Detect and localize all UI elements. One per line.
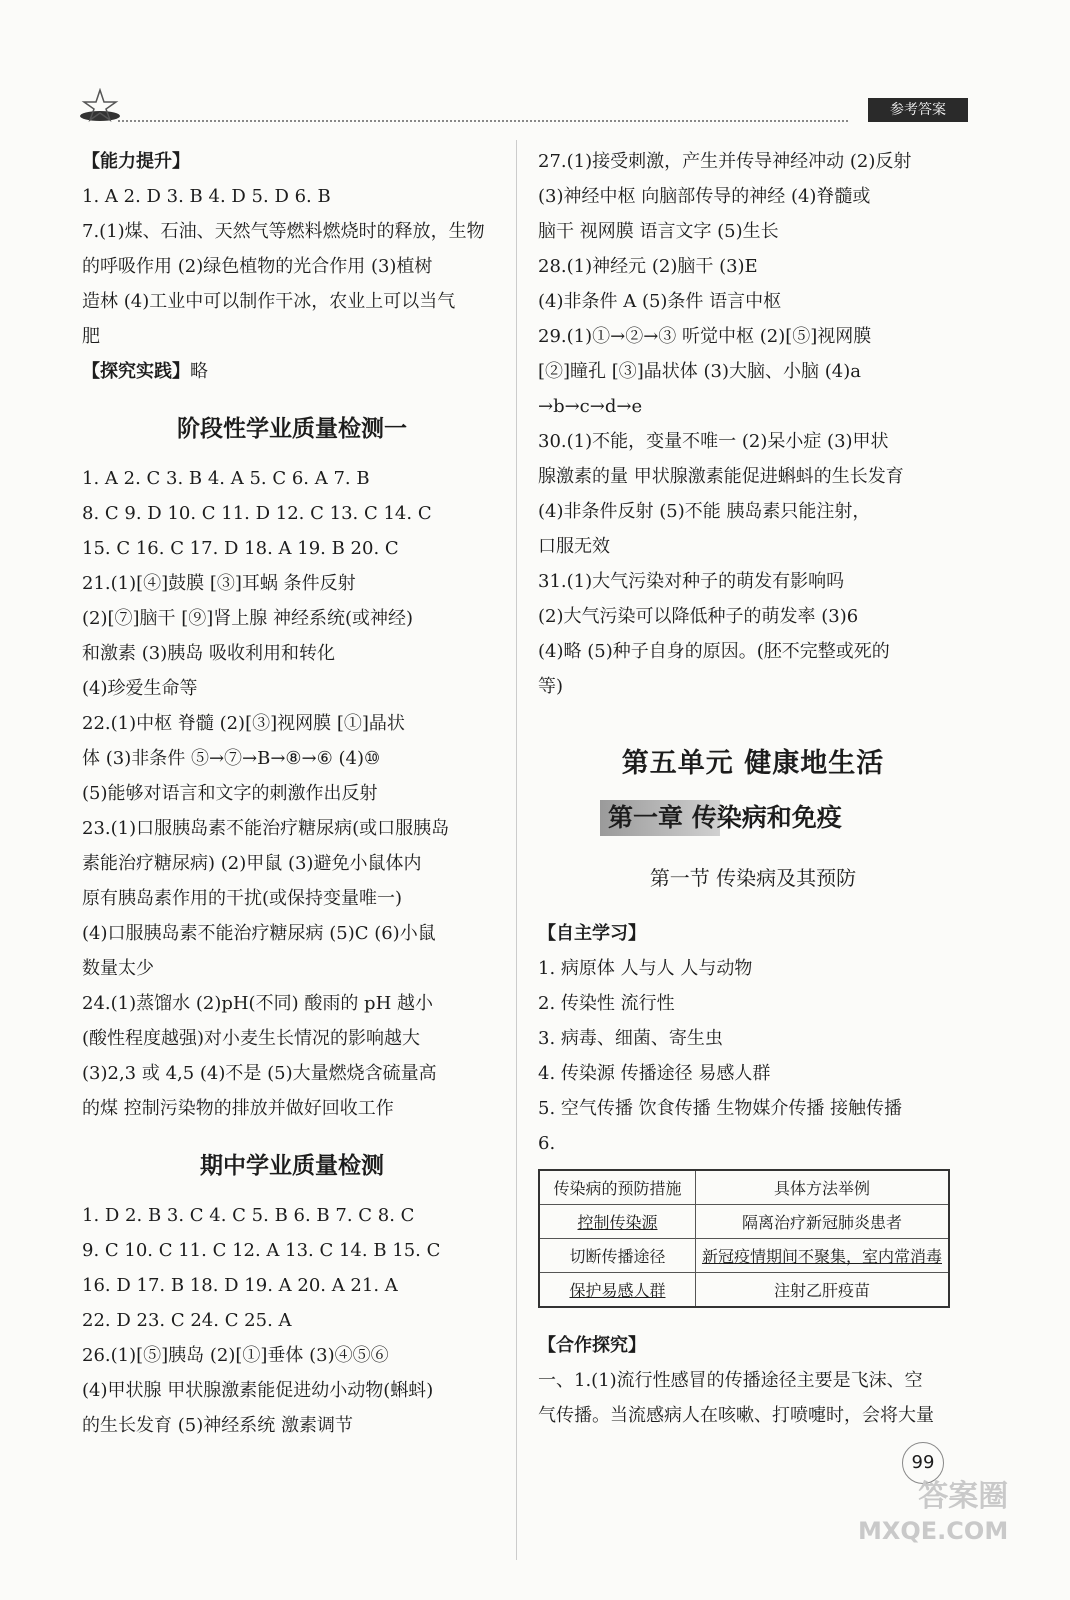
answer-line: 1. A 2. D 3. B 4. D 5. D 6. B (82, 186, 331, 207)
answer-line: 23.(1)口服胰岛素不能治疗糖尿病(或口服胰岛 (82, 818, 450, 839)
watermark-text: 答案圈 (918, 1479, 1009, 1514)
answer-line: 等) (538, 676, 564, 697)
answer-line: 8. C 9. D 10. C 11. D 12. C 13. C 14. C (82, 503, 432, 524)
section-tag-explore: 【探究实践】 (82, 361, 190, 382)
unit-title: 第五单元 健康地生活 (621, 748, 885, 779)
answer-line: 26.(1)[⑤]胰岛 (2)[①]垂体 (3)④⑤⑥ (82, 1345, 389, 1366)
section-title: 第一节 传染病及其预防 (649, 866, 857, 890)
table-row (539, 1205, 949, 1239)
table-row (539, 1273, 949, 1308)
answer-line: (2)大气污染可以降低种子的萌发率 (3)6 (538, 606, 859, 627)
answer-line: 27.(1)接受刺激，产生并传导神经冲动 (2)反射 (538, 151, 912, 172)
answer-line: 2. 传染性 流行性 (538, 993, 675, 1014)
section-tag-ability: 【能力提升】 (82, 151, 190, 172)
answer-line: 22. D 23. C 24. C 25. A (82, 1310, 292, 1331)
answer-line: 5. 空气传播 饮食传播 生物媒介传播 接触传播 (538, 1098, 903, 1119)
answer-line: 21.(1)[④]鼓膜 [③]耳蜗 条件反射 (82, 573, 356, 594)
answer-line: 7.(1)煤、石油、天然气等燃料燃烧时的释放，生物 (82, 221, 485, 242)
answer-line: 24.(1)蒸馏水 (2)pH(不同) 酸雨的 pH 越小 (82, 993, 433, 1014)
answer-line: 肥 (82, 326, 100, 347)
section-tag-cooperation: 【合作探究】 (538, 1335, 646, 1356)
watermark (858, 1480, 1008, 1548)
table-header-cell: 传染病的预防措施 (539, 1170, 695, 1205)
page-header (78, 102, 968, 124)
header-ornament-icon (78, 88, 122, 122)
answer-line: 29.(1)①→②→③ 听觉中枢 (2)[⑤]视网膜 (538, 326, 872, 347)
answer-line: 素能治疗糖尿病) (2)甲鼠 (3)避免小鼠体内 (82, 853, 422, 874)
watermark-url: MXQE.COM (858, 1517, 1009, 1545)
page-number: 99 (902, 1442, 944, 1484)
answer-line: 6. (538, 1133, 556, 1154)
right-column (538, 144, 968, 1433)
answer-line: 4. 传染源 传播途径 易感人群 (538, 1063, 771, 1084)
answer-line: 30.(1)不能，变量不唯一 (2)呆小症 (3)甲状 (538, 431, 889, 452)
answer-line: (3)神经中枢 向脑部传导的神经 (4)脊髓或 (538, 186, 871, 207)
answer-line: 9. C 10. C 11. C 12. A 13. C 14. B 15. C (82, 1240, 441, 1261)
answer-line: 28.(1)神经元 (2)脑干 (3)E (538, 256, 758, 277)
answer-line: (酸性程度越强)对小麦生长情况的影响越大 (82, 1028, 421, 1049)
answer-line: 22.(1)中枢 脊髓 (2)[③]视网膜 [①]晶状 (82, 713, 405, 734)
table-cell: 切断传播途径 (539, 1239, 695, 1273)
answer-line: 1. A 2. C 3. B 4. A 5. C 6. A 7. B (82, 468, 370, 489)
answer-line: 16. D 17. B 18. D 19. A 20. A 21. A (82, 1275, 398, 1296)
prevention-table (538, 1169, 950, 1308)
answer-line: 31.(1)大气污染对种子的萌发有影响吗 (538, 571, 845, 592)
answer-line: (5)能够对语言和文字的刺激作出反射 (82, 783, 378, 804)
answer-line: (4)甲状腺 甲状腺激素能促进幼小动物(蝌蚪) (82, 1380, 434, 1401)
header-badge: 参考答案 (868, 98, 968, 122)
table-row (539, 1239, 949, 1273)
table-cell: 控制传染源 (539, 1205, 695, 1239)
answer-line: 造林 (4)工业中可以制作干冰，农业上可以当气 (82, 291, 456, 312)
table-cell: 注射乙肝疫苗 (695, 1273, 949, 1308)
answer-line: 腺激素的量 甲状腺激素能促进蝌蚪的生长发育 (538, 466, 904, 487)
answer-line: (4)非条件反射 (5)不能 胰岛素只能注射， (538, 501, 871, 522)
answer-line: 一、1.(1)流行性感冒的传播途径主要是飞沫、空 (538, 1370, 923, 1391)
test2-title: 期中学业质量检测 (200, 1152, 384, 1179)
explore-text: 略 (190, 361, 208, 382)
answer-line: (2)[⑦]脑干 [⑨]肾上腺 神经系统(或神经) (82, 608, 414, 629)
answer-line: 脑干 视网膜 语言文字 (5)生长 (538, 221, 779, 242)
answer-line: 和激素 (3)胰岛 吸收利用和转化 (82, 643, 335, 664)
answer-line: 的生长发育 (5)神经系统 激素调节 (82, 1415, 353, 1436)
answer-line: (3)2,3 或 4,5 (4)不是 (5)大量燃烧含硫量高 (82, 1063, 437, 1084)
answer-line: 数量太少 (82, 958, 154, 979)
chapter-title: 第一章 传染病和免疫 (608, 803, 842, 832)
answer-line: 1. 病原体 人与人 人与动物 (538, 958, 753, 979)
left-column (82, 144, 502, 1443)
answer-line: (4)珍爱生命等 (82, 678, 198, 699)
answer-line: 3. 病毒、细菌、寄生虫 (538, 1028, 723, 1049)
answer-line: 气传播。当流感病人在咳嗽、打喷嚏时，会将大量 (538, 1405, 934, 1426)
section-tag-self-study: 【自主学习】 (538, 923, 646, 944)
answer-line: 1. D 2. B 3. C 4. C 5. B 6. B 7. C 8. C (82, 1205, 415, 1226)
column-divider (516, 140, 517, 1560)
test1-title: 阶段性学业质量检测一 (177, 415, 407, 442)
answer-line: 的呼吸作用 (2)绿色植物的光合作用 (3)植树 (82, 256, 433, 277)
answer-line: 体 (3)非条件 ⑤→⑦→B→⑧→⑥ (4)⑩ (82, 748, 381, 769)
answer-line: 的煤 控制污染物的排放并做好回收工作 (82, 1098, 394, 1119)
answer-line: (4)非条件 A (5)条件 语言中枢 (538, 291, 782, 312)
answer-line: (4)口服胰岛素不能治疗糖尿病 (5)C (6)小鼠 (82, 923, 436, 944)
chapter-heading (538, 798, 968, 840)
answer-line: 15. C 16. C 17. D 18. A 19. B 20. C (82, 538, 399, 559)
explore-line (82, 354, 502, 389)
answer-line: [②]瞳孔 [③]晶状体 (3)大脑、小脑 (4)a (538, 361, 861, 382)
table-cell: 新冠疫情期间不聚集，室内常消毒 (695, 1239, 949, 1273)
answer-line: 口服无效 (538, 536, 610, 557)
table-header-row (539, 1170, 949, 1205)
table-header-cell: 具体方法举例 (695, 1170, 949, 1205)
table-cell: 隔离治疗新冠肺炎患者 (695, 1205, 949, 1239)
answer-line: →b→c→d→e (538, 396, 643, 417)
answer-line: 原有胰岛素作用的干扰(或保持变量唯一) (82, 888, 403, 909)
table-cell: 保护易感人群 (539, 1273, 695, 1308)
answer-line: (4)略 (5)种子自身的原因。(胚不完整或死的 (538, 641, 890, 662)
header-rule (118, 120, 848, 122)
